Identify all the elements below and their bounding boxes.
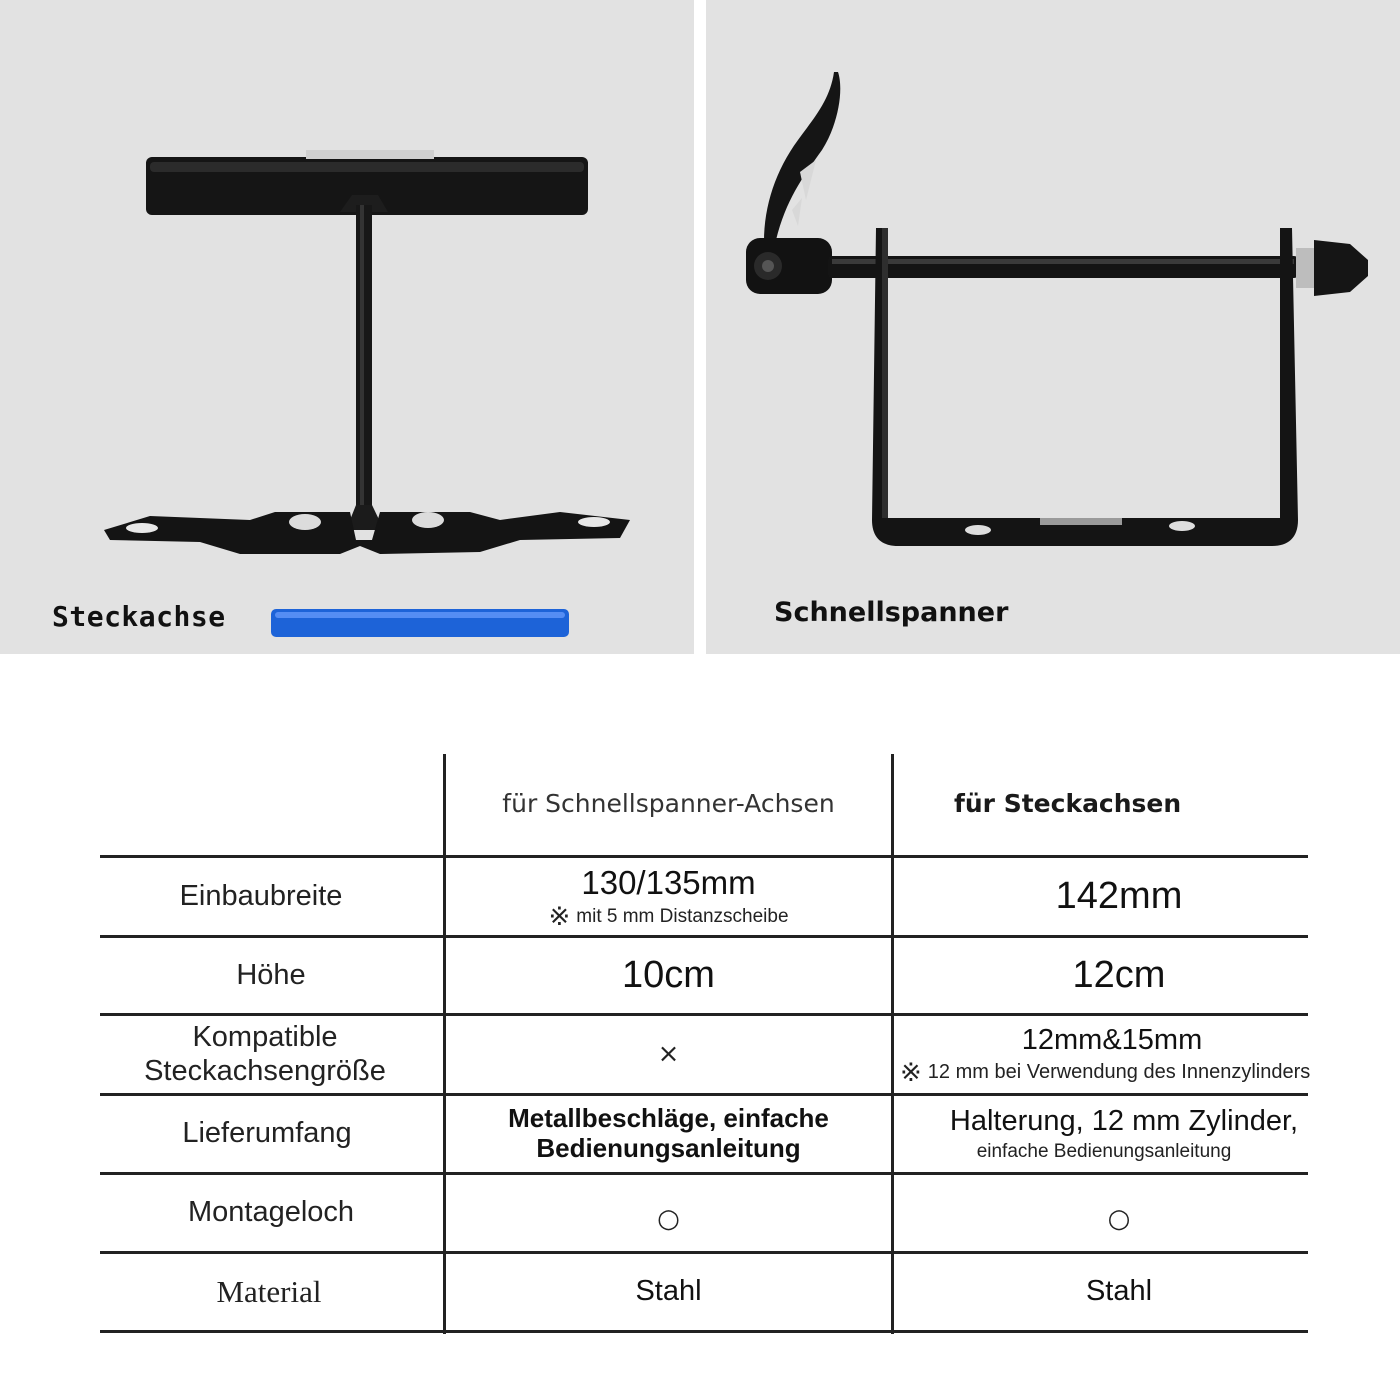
einbaubreite-note-text: mit 5 mm Distanzscheibe [576, 905, 789, 927]
reference-mark-icon: ※ [548, 901, 571, 932]
available-circle-icon: ○ [1107, 1204, 1131, 1235]
header-col1-text: für Schnellspanner-Achsen [502, 789, 835, 819]
quick-release-holder-image [706, 0, 1400, 654]
material-value-col2: Stahl [1085, 1275, 1153, 1308]
cell-material-col1 [446, 1254, 891, 1330]
row-divider [100, 1330, 1308, 1333]
cell-lieferumfang-col2 [894, 1096, 1354, 1172]
reference-mark-icon: ※ [900, 1057, 922, 1088]
einbaubreite-note [548, 901, 789, 932]
cell-montageloch-col1 [446, 1175, 891, 1251]
not-applicable-icon: × [657, 1038, 680, 1069]
row-label-text: Material [216, 1274, 322, 1310]
lieferumfang-value-col2: Halterung, 12 mm Zylinder, [949, 1105, 1299, 1138]
lieferumfang-value-col1: Metallbeschläge, einfache Bedienungsanleitung [508, 1103, 829, 1163]
kompatibel-note-text: 12 mm bei Verwendung des Innenzylinders [927, 1060, 1311, 1083]
panel-divider [694, 0, 706, 654]
material-value-col1: Stahl [635, 1275, 702, 1308]
einbaubreite-value-col1: 130/135mm [581, 863, 756, 901]
header-col2-text: für Steckachsen [954, 789, 1182, 819]
schnellspanner-label: Schnellspanner [774, 597, 1009, 628]
hoehe-value-col1: 10cm [622, 953, 715, 996]
row-label-text: Höhe [236, 958, 306, 991]
cell-material-col2 [894, 1254, 1344, 1330]
cell-montageloch-col2 [894, 1175, 1344, 1251]
header-thru-axle [894, 754, 1244, 855]
cell-lieferumfang-col1 [446, 1096, 891, 1172]
cell-hoehe-col1 [446, 938, 891, 1013]
available-circle-icon: ○ [657, 1204, 680, 1235]
kompatibel-note [900, 1057, 1311, 1088]
row-label-montageloch [100, 1175, 442, 1251]
row-label-text: Montageloch [187, 1196, 355, 1229]
cell-kompatibel-col1 [446, 1016, 891, 1093]
kompatibel-value-col2: 12mm&15mm [1021, 1023, 1203, 1056]
thru-axle-photo-panel [0, 0, 694, 654]
row-label-hoehe [100, 938, 442, 1013]
quick-release-photo-panel [706, 0, 1400, 654]
row-label-text: Kompatible Steckachsengröße [144, 1021, 386, 1087]
cell-einbaubreite-col1 [446, 858, 891, 935]
header-quick-release [446, 754, 891, 855]
row-label-material [100, 1254, 438, 1330]
cell-kompatibel-col2 [894, 1016, 1384, 1093]
hoehe-value-col2: 12cm [1072, 953, 1166, 996]
row-label-einbaubreite [100, 858, 422, 935]
row-label-kompatibel [100, 1016, 430, 1093]
row-label-text: Einbaubreite [179, 879, 343, 912]
cell-hoehe-col2 [894, 938, 1344, 1013]
steckachse-label: Steckachse [52, 600, 226, 633]
einbaubreite-value-col2: 142mm [1055, 874, 1183, 917]
lieferumfang-note-col2: einfache Bedienungsanleitung [976, 1140, 1232, 1162]
comparison-table [100, 754, 1311, 1334]
row-label-lieferumfang [100, 1096, 434, 1172]
cell-einbaubreite-col2 [894, 858, 1344, 935]
thru-axle-holder-image [0, 0, 694, 654]
row-label-text: Lieferumfang [182, 1117, 352, 1150]
